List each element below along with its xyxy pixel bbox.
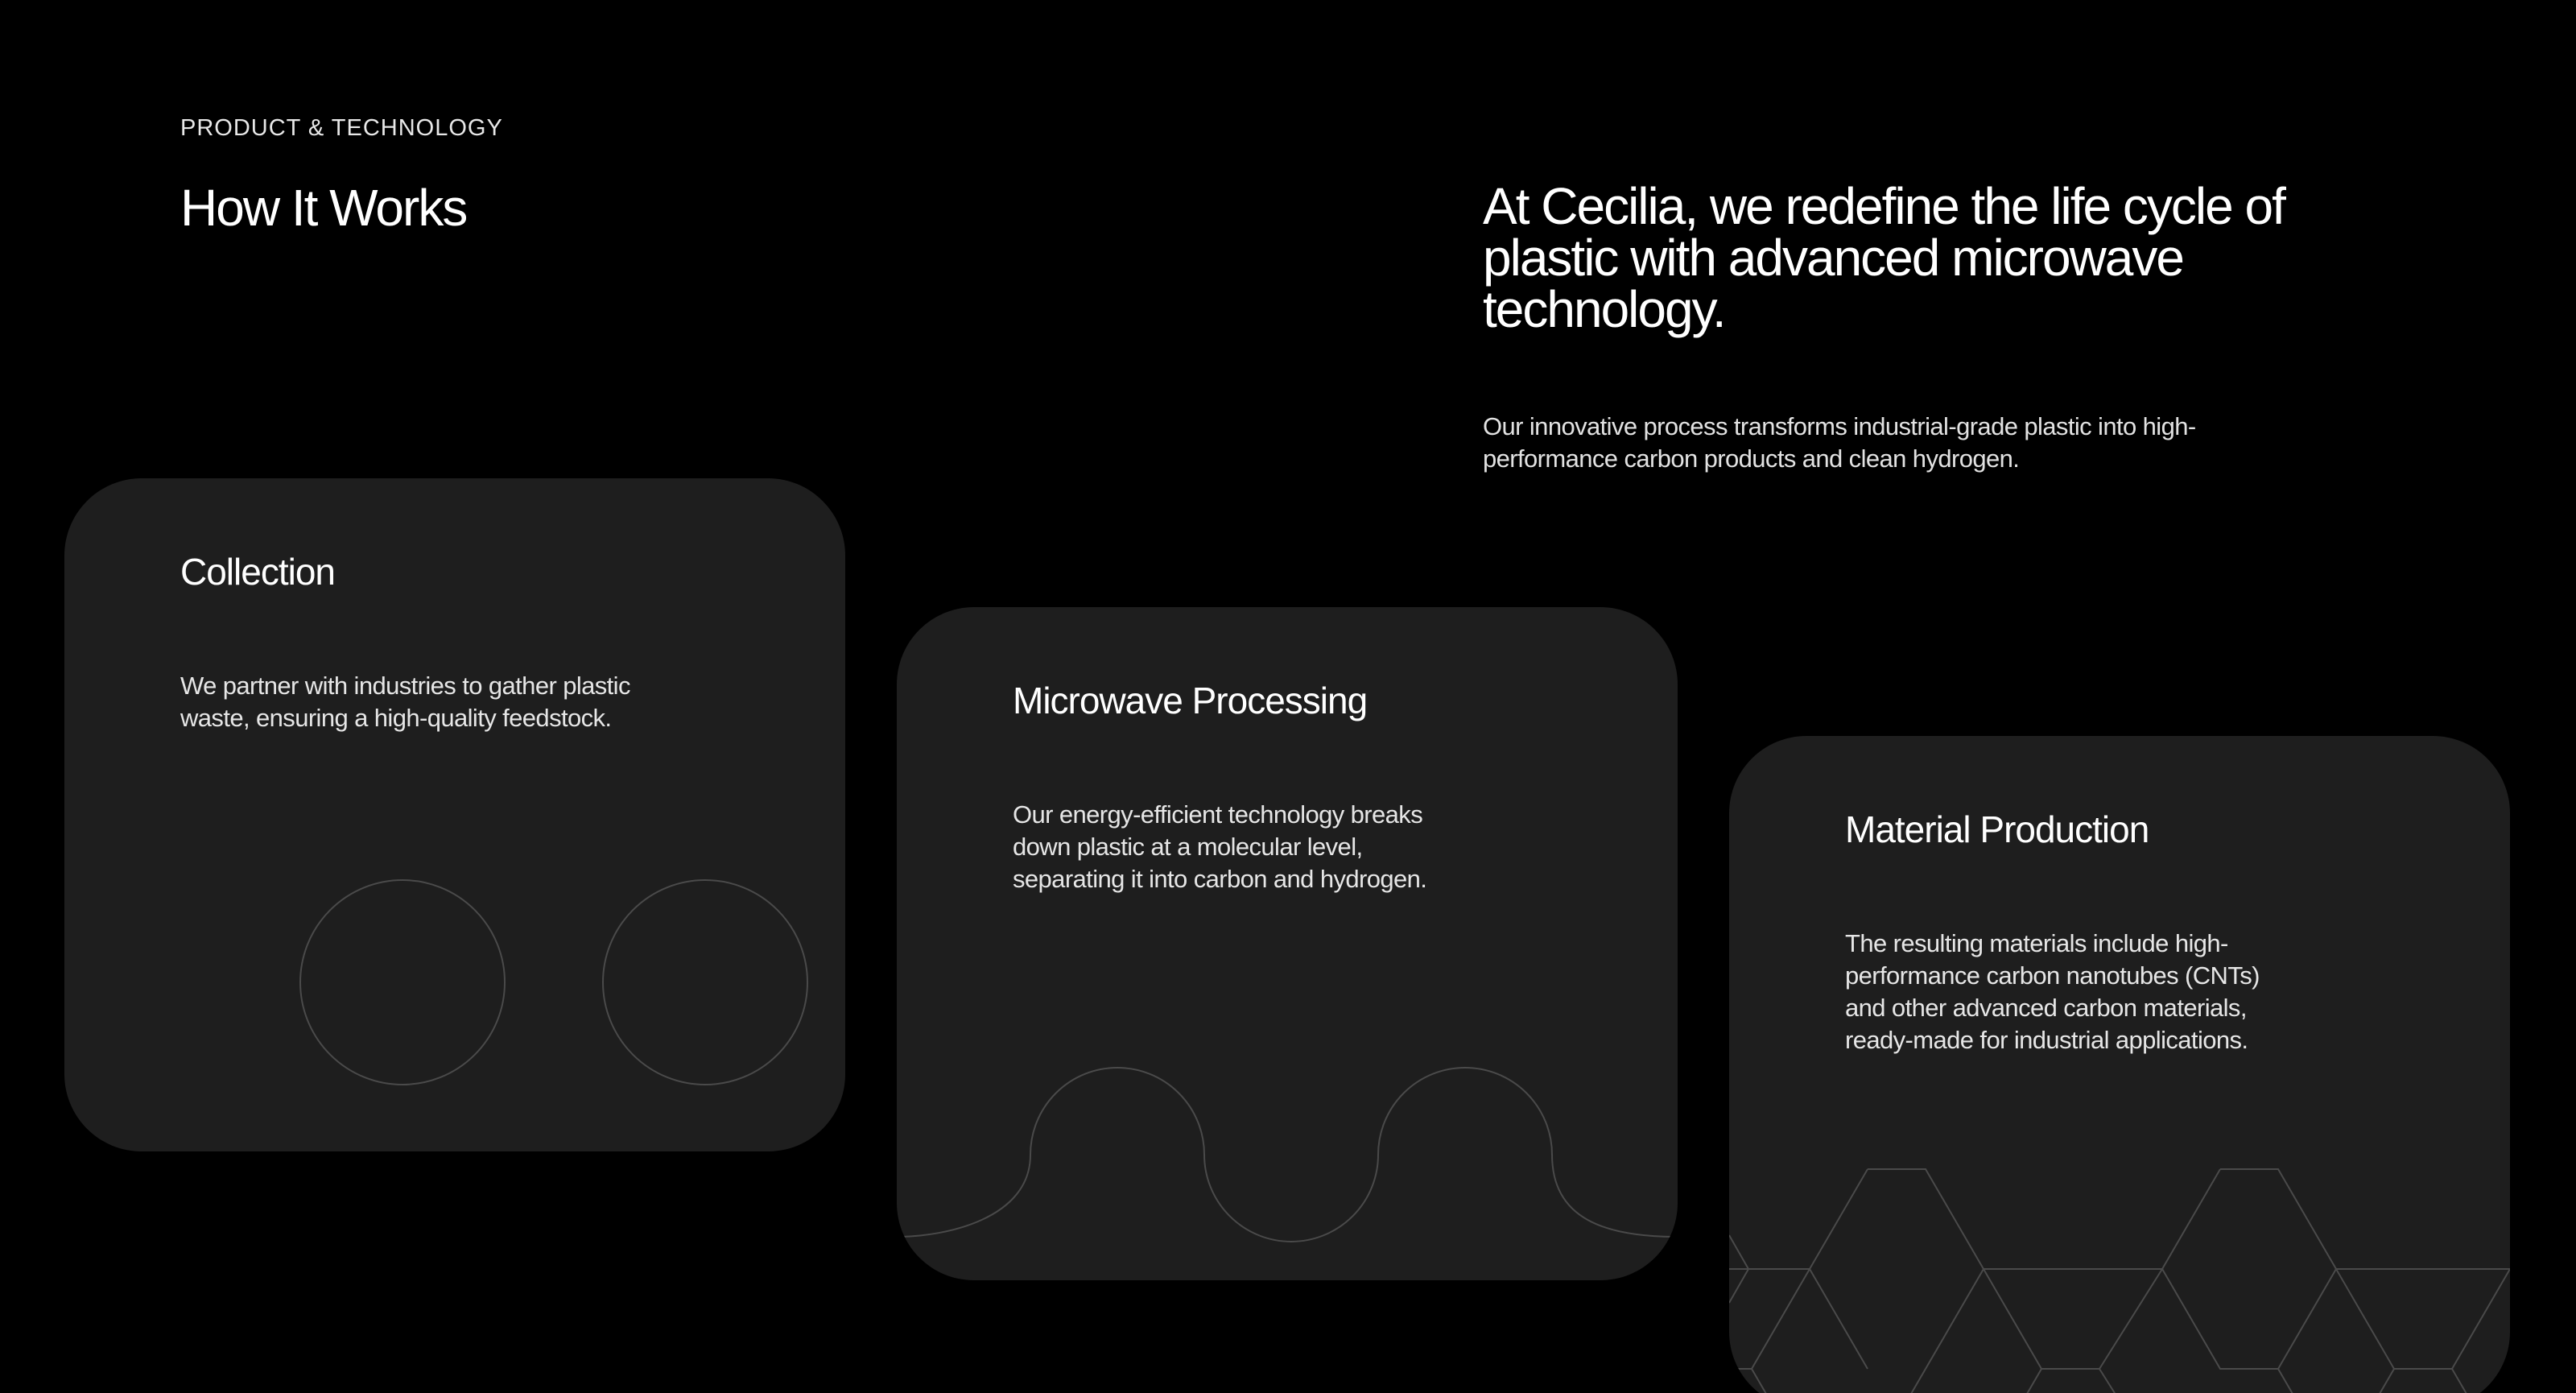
- card-title: Collection: [180, 551, 335, 593]
- card-title: Microwave Processing: [1013, 680, 1368, 721]
- intro-heading: At Cecilia, we redefine the life cycle of plastic with advanced microwave technology.: [1483, 177, 2285, 338]
- section-eyebrow: PRODUCT & TECHNOLOGY: [180, 115, 503, 141]
- step-card-microwave-processing: [897, 607, 1678, 1280]
- intro-body: Our innovative process transforms industrial-grade plastic into high-performance carbon products and clean hydrogen.: [1483, 412, 2196, 473]
- card-description: Our energy-efficient technology breaks down plastic at a molecular level, separating it into carbon and hydrogen.: [1013, 800, 1427, 893]
- step-card-collection: [64, 478, 845, 1151]
- card-description: The resulting materials include high-performance carbon nanotubes (CNTs) and other advanced carbon materials, ready-made for industrial applications.: [1845, 929, 2260, 1054]
- card-description: We partner with industries to gather plastic waste, ensuring a high-quality feedstock.: [180, 672, 630, 732]
- step-card-material-production: [1729, 736, 2510, 1393]
- card-title: Material Production: [1845, 808, 2149, 850]
- section-title: How It Works: [180, 179, 467, 237]
